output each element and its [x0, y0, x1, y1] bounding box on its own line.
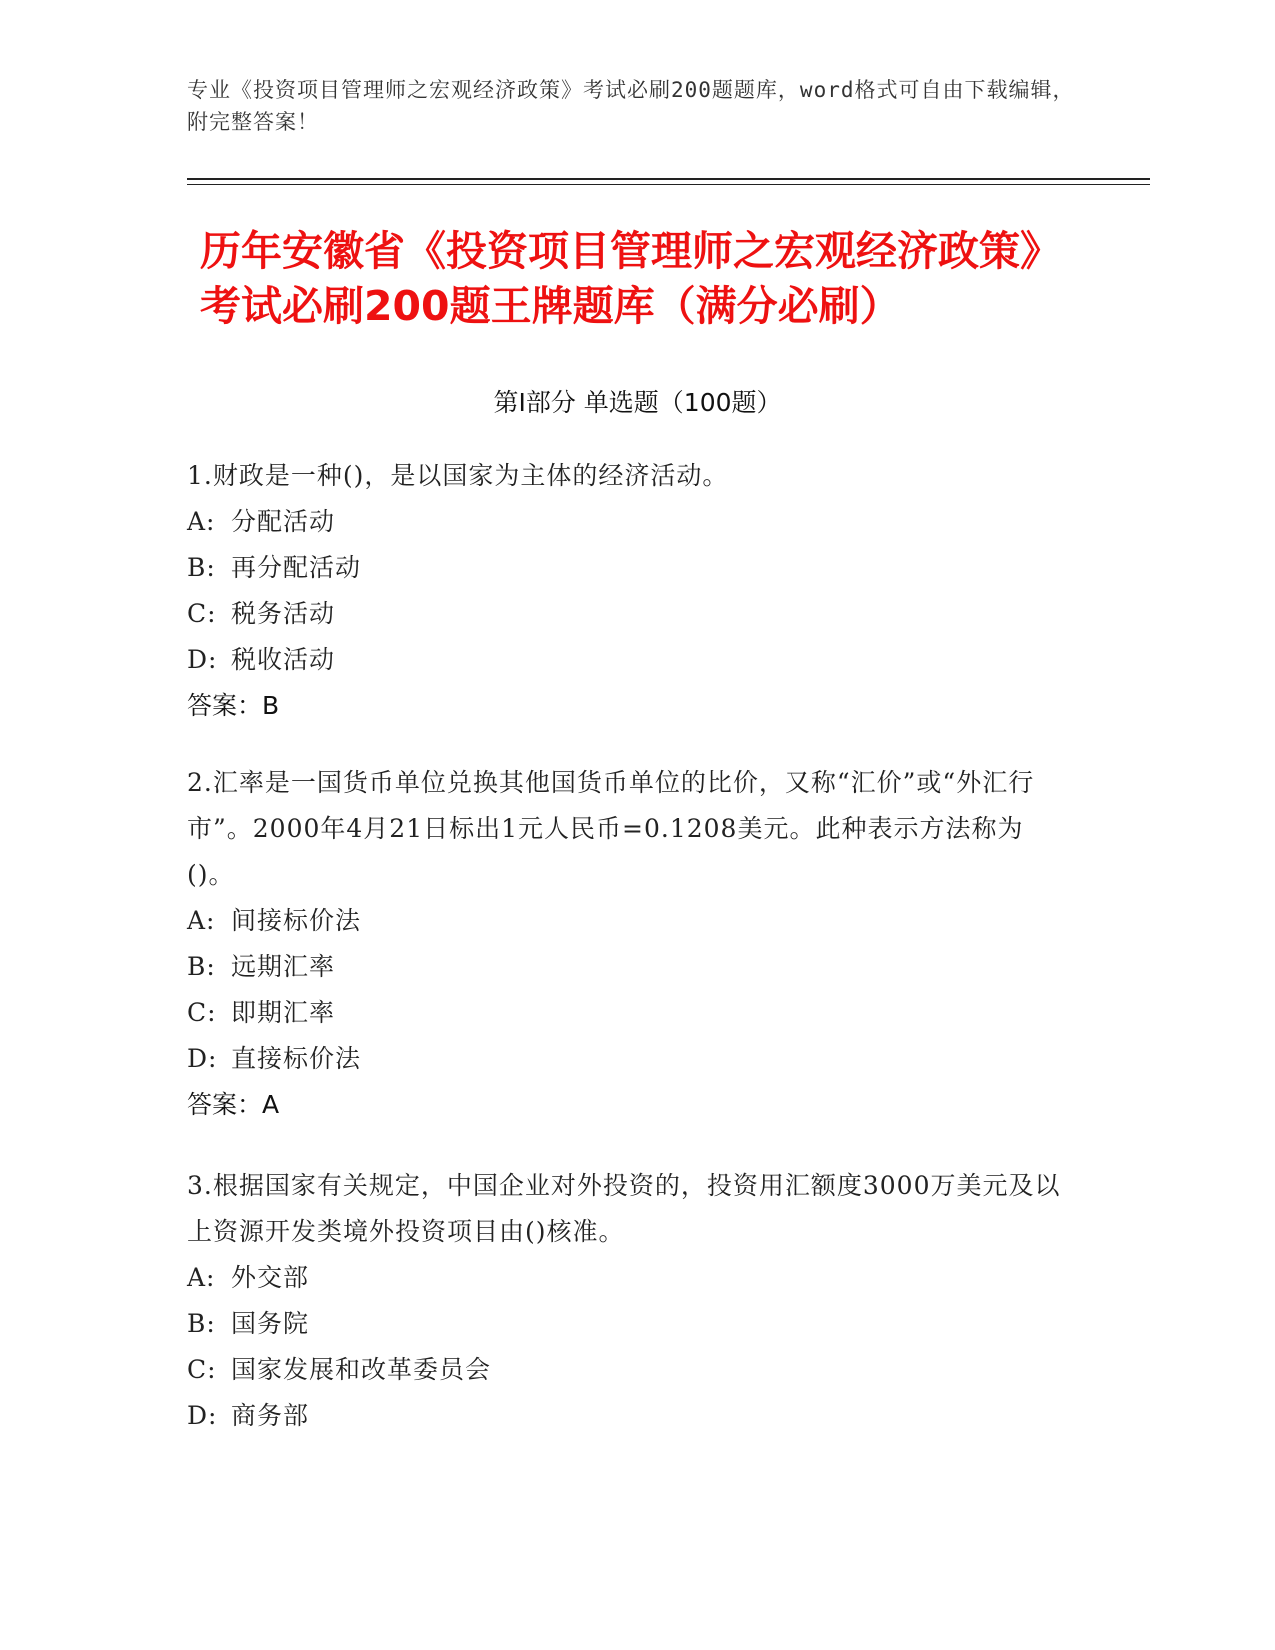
- option-key: B:: [187, 553, 216, 582]
- option-a: [187, 1255, 1067, 1301]
- option-key: A:: [187, 507, 216, 536]
- option-text: 国家发展和改革委员会: [231, 1355, 492, 1384]
- option-text: 税收活动: [231, 645, 336, 674]
- question-stem: 1.财政是一种()，是以国家为主体的经济活动。: [187, 461, 729, 490]
- option-key: A:: [187, 1263, 216, 1292]
- section-title: 第I部分 单选题（100题）: [493, 388, 782, 417]
- option-c: [187, 591, 1067, 637]
- option-key: B:: [187, 1309, 216, 1338]
- option-c: [187, 990, 1067, 1036]
- header-note: 专业《投资项目管理师之宏观经济政策》考试必刷200题题库，word格式可自由下载编辑，附完整答案！: [187, 78, 1075, 134]
- option-key: C:: [187, 1355, 217, 1384]
- question-1: [187, 453, 1067, 729]
- option-text: 国务院: [231, 1309, 310, 1338]
- option-text: 外交部: [231, 1263, 310, 1292]
- option-text: 远期汇率: [231, 952, 336, 981]
- option-text: 分配活动: [231, 507, 336, 536]
- option-d: [187, 637, 1067, 683]
- option-d: [187, 1393, 1067, 1439]
- option-key: C:: [187, 599, 217, 628]
- option-b: [187, 1301, 1067, 1347]
- question-2: [187, 760, 1067, 1128]
- answer: 答案：A: [187, 1090, 280, 1119]
- answer: 答案：B: [187, 691, 280, 720]
- option-text: 再分配活动: [231, 553, 362, 582]
- option-key: D:: [187, 1044, 218, 1073]
- option-a: [187, 499, 1067, 545]
- header-rule-thick: [187, 178, 1150, 180]
- option-key: B:: [187, 952, 216, 981]
- option-key: D:: [187, 645, 218, 674]
- option-text: 直接标价法: [231, 1044, 362, 1073]
- question-stem: 3.根据国家有关规定，中国企业对外投资的，投资用汇额度3000万美元及以上资源开发类境外投资项目由()核准。: [187, 1171, 1061, 1246]
- option-b: [187, 545, 1067, 591]
- option-key: A:: [187, 906, 216, 935]
- option-text: 税务活动: [231, 599, 336, 628]
- option-d: [187, 1036, 1067, 1082]
- option-c: [187, 1347, 1067, 1393]
- option-key: D:: [187, 1401, 218, 1430]
- option-text: 即期汇率: [231, 998, 336, 1027]
- question-3: [187, 1163, 1067, 1439]
- option-text: 商务部: [231, 1401, 310, 1430]
- option-a: [187, 898, 1067, 944]
- option-text: 间接标价法: [231, 906, 362, 935]
- option-key: C:: [187, 998, 217, 1027]
- document-title: 历年安徽省《投资项目管理师之宏观经济政策》考试必刷200题王牌题库（满分必刷）: [200, 227, 1061, 330]
- option-b: [187, 944, 1067, 990]
- question-stem: 2.汇率是一国货币单位兑换其他国货币单位的比价，又称“汇价”或“外汇行市”。2000年4月21日标出1元人民币=0.1208美元。此种表示方法称为()。: [187, 768, 1035, 889]
- header-rule-thin: [187, 184, 1150, 185]
